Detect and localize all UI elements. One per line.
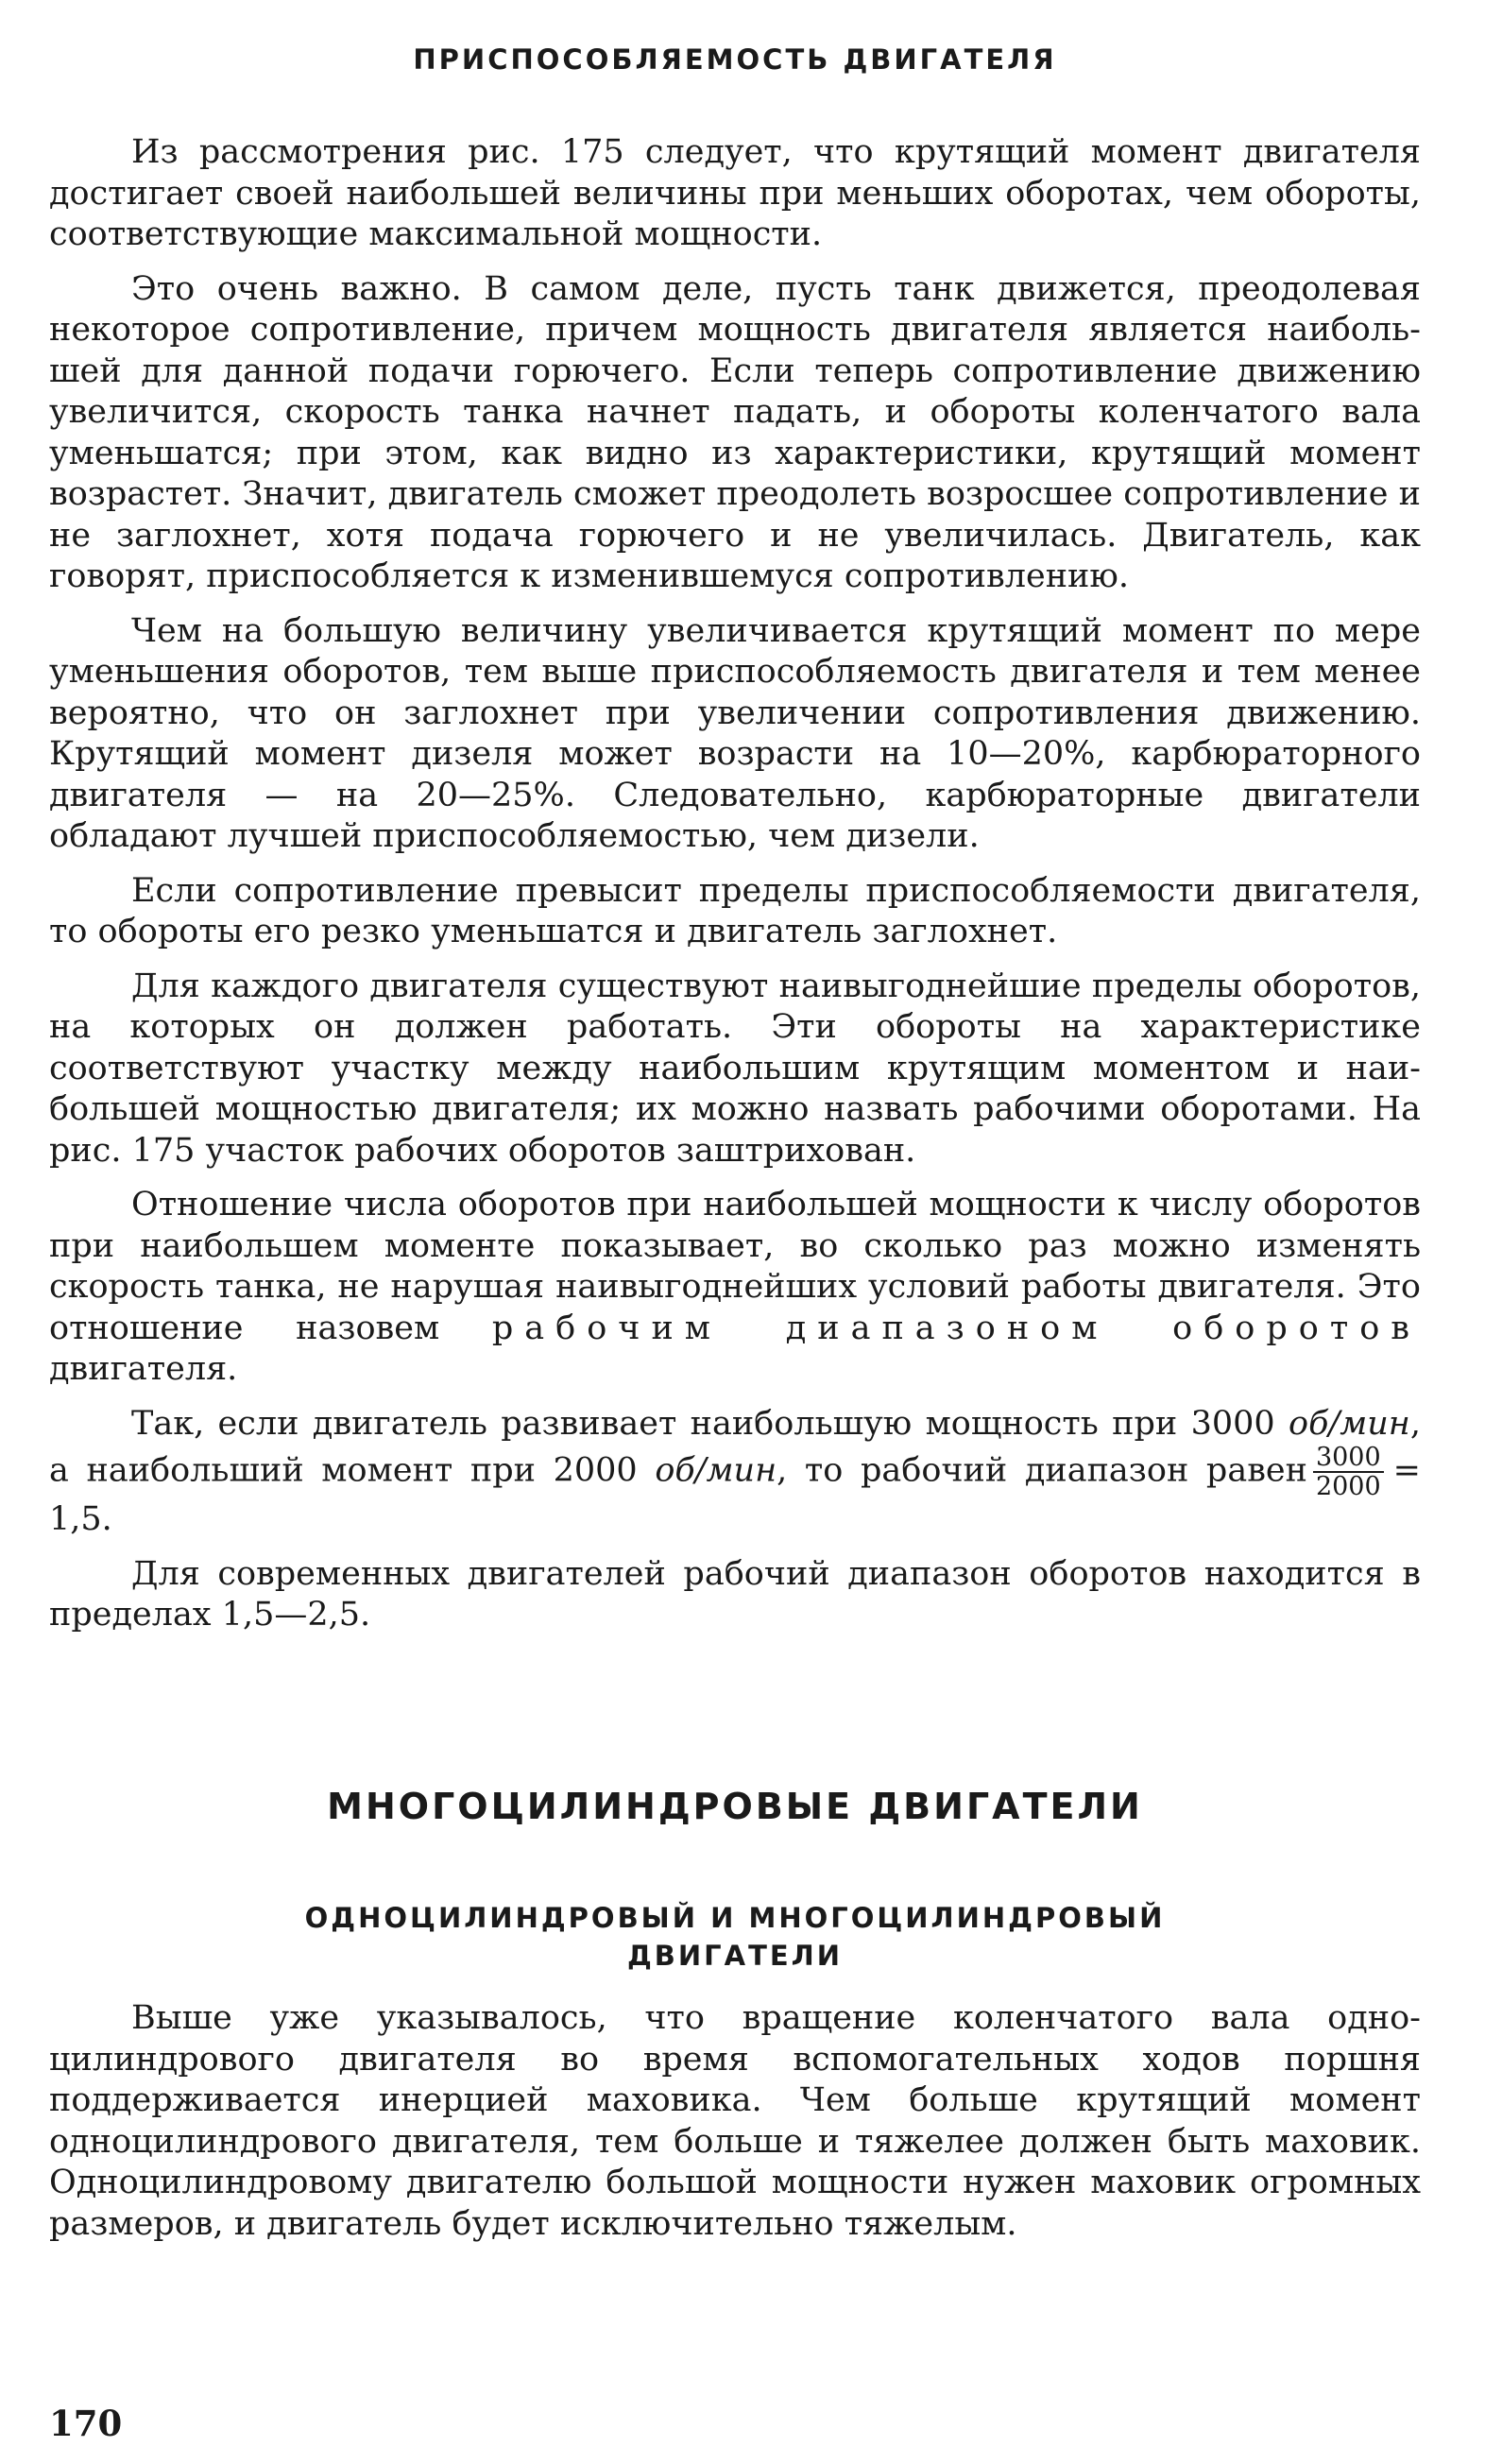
range-text-before: Отношение числа оборотов при наибольшей мощности к числу оборотов при наибольшем моменте показывает, во сколько раз можно изменять скорость танка, не нарушая наивыгоднейших условий работы двигателя. Это отношение назовем xyxy=(49,1186,1421,1347)
paragraph-single-cylinder: Выше уже указывалось, что вращение коленчатого вала одноцилиндрового двигателя во время вспомогательных ходов поршня поддерживается инерцией маховика. Чем больше крутящий момент одноцилиндрового двигателя, тем больше и тяжелее должен быть маховик. Одноцилиндровому двигателю большой мощности нужен маховик огромных размеров, и двигатель будет исключительно тяжелым. xyxy=(49,1999,1421,2243)
paragraph-working-rpm: Для каждого двигателя существуют наивыгоднейшие пределы оборотов, на которых он должен работать. Эти обороты на характеристике соответствуют участку между наибольшим крутящим моментом и наибольшей мощностью двигателя; их можно назвать рабочими оборотами. На рис. 175 участок рабочих оборотов заштрихован. xyxy=(49,967,1421,1170)
subsection-title xyxy=(49,1899,1421,1975)
body-text-bottom xyxy=(49,1998,1421,2258)
fraction xyxy=(1313,1445,1384,1499)
running-head: ПРИСПОСОБЛЯЕМОСТЬ ДВИГАТЕЛЯ xyxy=(413,43,1057,76)
unit-rpm-1: об/мин xyxy=(1289,1404,1410,1443)
paragraph-stall: Если сопротивление превысит пределы приспособляемости двигателя, то обороты его резко уменьшатся и двигатель заглохнет. xyxy=(49,871,1421,950)
section-title: МНОГОЦИЛИНДРОВЫЕ ДВИГАТЕЛИ xyxy=(327,1786,1143,1827)
subsection-title-line-2: ДВИГАТЕЛИ xyxy=(626,1940,844,1972)
example-text-1: Так, если двигатель развивает наибольшую мощность при 3000 xyxy=(131,1404,1275,1443)
paragraph-adaptation: Это очень важно. В самом деле, пусть танк движется, преодолевая некоторое сопротивление, причем мощность двигателя является наибольшей для данной подачи горючего. Если теперь сопротивление движению увеличится, скорость танка начнет падать, и обороты коленчатого вала уменьшатся; при этом, как видно из характеристики, крутящий момент возрастет. Значит, двигатель сможет преодолеть возросшее сопротивление и не заглохнет, хотя подача горючего и не увеличилась. Двигатель, как говорят, приспособляется к изменившемуся сопротивлению. xyxy=(49,269,1421,595)
fraction-denominator: 2000 xyxy=(1315,1472,1381,1501)
range-text-after: двигателя. xyxy=(49,1350,238,1388)
subsection-title-line-1: ОДНОЦИЛИНДРОВЫЙ И МНОГОЦИЛИНДРОВЫЙ xyxy=(304,1902,1166,1934)
paragraph-modern-range: Для современных двигателей рабочий диапазон оборотов находится в пределах 1,5—2,5. xyxy=(49,1554,1421,1634)
example-text-3: , то рабочий диапазон равен xyxy=(777,1451,1307,1490)
body-text-top xyxy=(49,132,1421,1650)
page-number: 170 xyxy=(49,2403,123,2444)
unit-rpm-2: об/мин xyxy=(655,1451,777,1490)
paragraph-torque-increase: Чем на большую величину увеличивается крутящий момент по мере уменьшения оборотов, тем выше приспособляемость двигателя и тем менее вероятно, что он заглохнет при увеличении сопротивления движению. Крутящий момент дизеля может возрасти на 10—20%, карбюраторного двигателя — на 20—25%. Следовательно, карбюраторные двигатели обладают лучшей приспособляемостью, чем дизели. xyxy=(49,611,1421,855)
example-text-2: , а наибольший момент при 2000 xyxy=(49,1404,1421,1490)
paragraph-working-range xyxy=(49,1185,1421,1391)
example-text-4: = 1,5. xyxy=(49,1451,1421,1538)
paragraph-example xyxy=(49,1404,1421,1541)
fraction-numerator: 3000 xyxy=(1313,1445,1384,1473)
paragraph-torque-max: Из рассмотрения рис. 175 следует, что крутящий момент двигателя достигает своей наибольшей величины при меньших оборотах, чем обороты, соответствующие максимальной мощности. xyxy=(49,133,1421,253)
book-page xyxy=(49,0,1421,2464)
range-term: рабочим диапазоном оборотов xyxy=(491,1309,1421,1347)
